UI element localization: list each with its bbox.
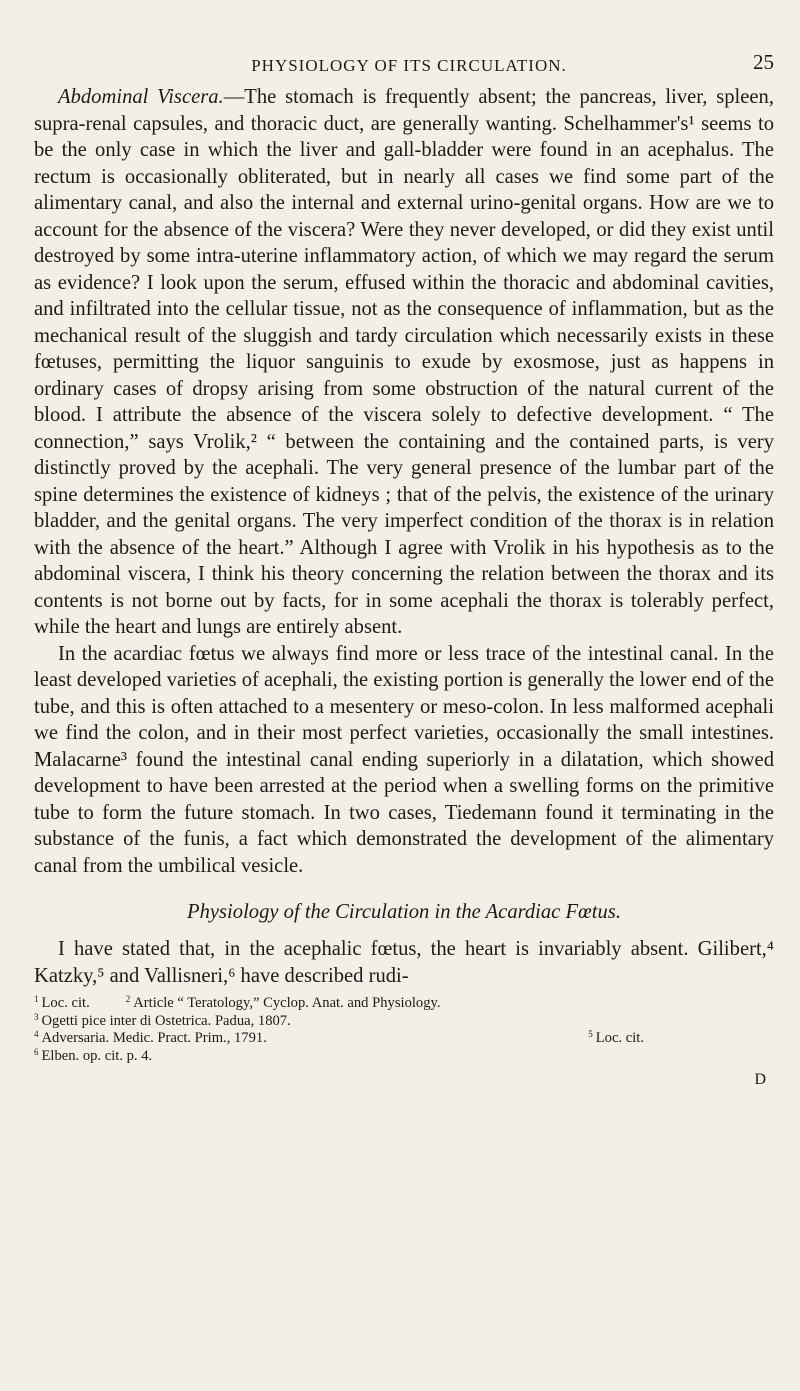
footnote-row bbox=[34, 1013, 774, 1031]
footnote-row bbox=[34, 995, 774, 1013]
signature-mark: D bbox=[754, 1071, 766, 1088]
body-text bbox=[34, 84, 774, 989]
page-number: 25 bbox=[753, 50, 774, 74]
paragraph-abdominal-viscera bbox=[34, 84, 774, 641]
footnote-2: $^2$ Article “ Teratology,” Cyclop. Anat. and Physiology. bbox=[125, 994, 441, 1011]
footnote-5: $^5$ Loc. cit. bbox=[588, 1029, 644, 1046]
paragraph-lead-heading: Abdominal Viscera. bbox=[58, 86, 224, 108]
paragraph-intestinal-canal: In the acardiac fœtus we always find more or less trace of the intestinal canal. In the least developed varieties of acephali, the existing portion is generally the lower end of the tube, and this is often attached to a mesentery or meso-colon. In less malformed acephali we find the colon, and in their most perfect varieties, occasionally the small intestines. Malacarne³ found the intestinal canal ending superiorly in a dilatation, which showed development to have been arrested at the period when a swelling forms on the primitive tube to form the future stomach. In two cases, Tiedemann found it terminating in the substance of the funis, a fact which demonstrated the development of the alimentary canal from the umbilical vesicle. bbox=[34, 642, 774, 877]
footnotes bbox=[34, 995, 774, 1065]
footnote-4: $^4$ Adversaria. Medic. Pract. Prim., 1791. bbox=[34, 1029, 267, 1046]
footnote-row bbox=[34, 1048, 774, 1066]
footnote-3: $^3$ Ogetti pice inter di Ostetrica. Padua, 1807. bbox=[34, 1011, 291, 1029]
running-title: PHYSIOLOGY OF ITS CIRCULATION. bbox=[251, 56, 567, 75]
paragraph-text: —The stomach is frequently absent; the pancreas, liver, spleen, supra-renal capsules, and thoracic duct, are generally wanting. Schelhammer's¹ seems to be the only case in which the liver and gall-bladder were found in an acephalus. The rectum is occasionally obliterated, but in nearly all cases we find some part of the alimentary canal, and also the internal and external urino-genital organs. How are we to account for the absence of the viscera? Were they never developed, or did they exist until destroyed by some intra-uterine inflammatory action, of which we may regard the serum as evidence? I look upon the serum, effused within the thoracic and abdominal cavities, and infiltrated into the cellular tissue, not as the consequence of inflammation, but as the mechanical result of the sluggish and tardy circulation which necessarily exists in these fœtuses, permitting the liquor sanguinis to exude by exosmose, just as happens in ordinary cases of dropsy arising from some obstruction of the natural current of the blood. I attribute the absence of the viscera solely to defective development. “ The connection,” says Vrolik,² “ between the containing and the contained parts, is very distinctly proved by the acephali. The very general presence of the lumbar part of the spine determines the existence of kidneys ; that of the pelvis, the existence of the urinary bladder, and the genital organs. The very imperfect condition of the thorax is in relation with the absence of the heart.” Although I agree with Vrolik in his hypothesis as to the abdominal viscera, I think his theory concerning the relation between the thorax and its contents is not borne out by facts, for in some acephali the thorax is tolerably perfect, while the heart and lungs are entirely absent. bbox=[34, 86, 774, 638]
running-head bbox=[34, 50, 774, 84]
footnote-6: $^6$ Elben. op. cit. p. 4. bbox=[34, 1046, 153, 1064]
footnote-row bbox=[34, 1030, 774, 1048]
paragraph-circulation: I have stated that, in the acephalic fœtus, the heart is invariably absent. Gilibert,⁴ Katzky,⁵ and Vallisneri,⁶ have described rudi- bbox=[34, 938, 774, 987]
book-page bbox=[34, 50, 774, 1089]
section-heading: Physiology of the Circulation in the Acardiac Fœtus. bbox=[187, 901, 621, 923]
footnote-1: $^1$ Loc. cit. bbox=[34, 994, 90, 1011]
